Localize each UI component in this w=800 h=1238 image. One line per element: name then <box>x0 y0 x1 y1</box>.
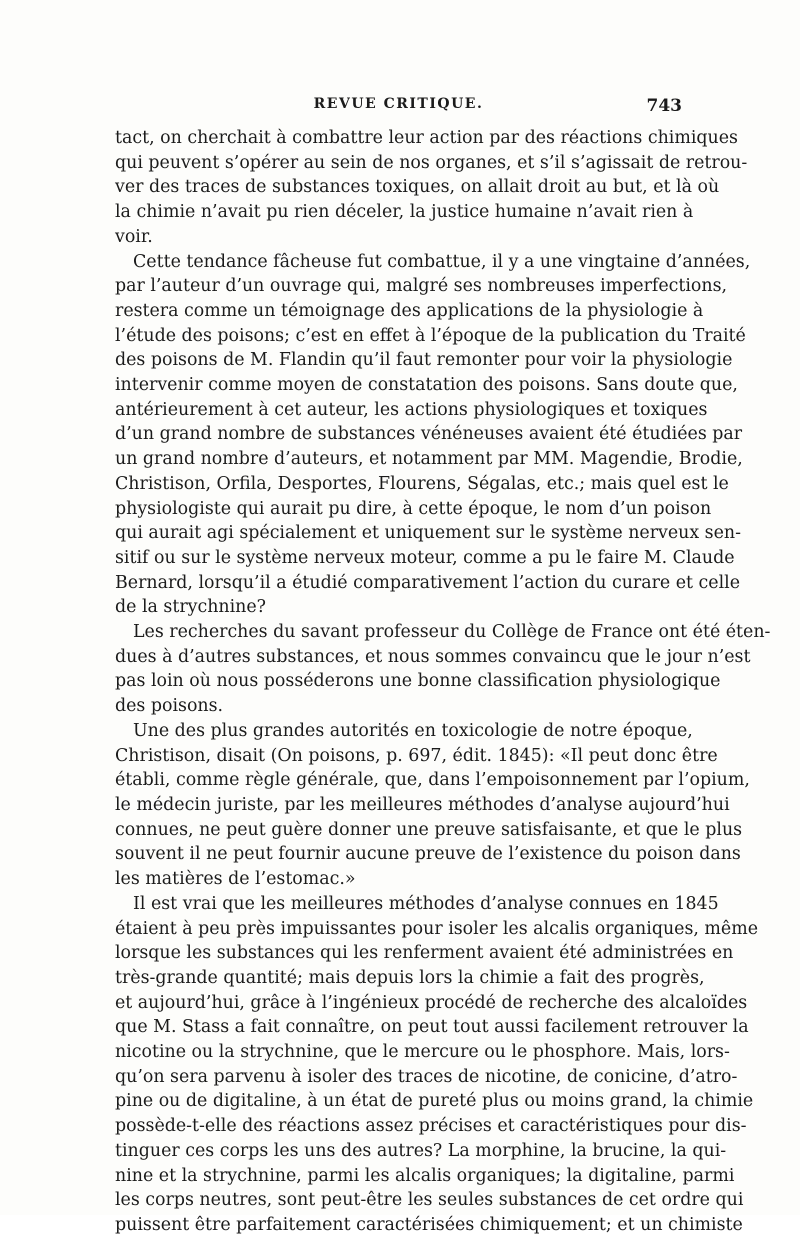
text-line: les corps neutres, sont peut-être les seules substances de cet ordre qui <box>115 1190 744 1211</box>
text-line: le médecin juriste, par les meilleures méthodes d’analyse aujourd’hui <box>115 794 730 815</box>
text-line: et aujourd’hui, grâce à l’ingénieux procédé de recherche des alcaloïdes <box>115 992 748 1013</box>
text-line: Bernard, lorsqu’il a étudié comparativement l’action du curare et celle <box>115 572 740 593</box>
text-line: physiologiste qui aurait pu dire, à cette époque, le nom d’un poison <box>115 498 712 519</box>
text-line: puissent être parfaitement caractérisées chimiquement; et un chimiste <box>115 1214 743 1235</box>
text-line: Cette tendance fâcheuse fut combattue, il y a une vingtaine d’années, <box>133 251 751 272</box>
text-line: voir. <box>115 226 153 247</box>
body-text <box>115 126 771 1238</box>
text-line: Les recherches du savant professeur du Collège de France ont été éten- <box>133 622 771 643</box>
text-line: qui peuvent s’opérer au sein de nos organes, et s’il s’agissait de retrou- <box>115 152 748 173</box>
text-line: qui aurait agi spécialement et uniquement sur le système nerveux sen- <box>115 523 741 544</box>
text-line: restera comme un témoignage des applications de la physiologie à <box>115 300 704 321</box>
text-line: nicotine ou la strychnine, que le mercure ou le phosphore. Mais, lors- <box>115 1042 730 1063</box>
text-line: possède-t-elle des réactions assez précises et caractéristiques pour dis- <box>115 1116 747 1137</box>
text-line: Christison, Orfila, Desportes, Flourens, Ségalas, etc.; mais quel est le <box>115 473 729 494</box>
text-line: d’un grand nombre de substances vénéneuses avaient été étudiées par <box>115 424 743 445</box>
text-line: antérieurement à cet auteur, les actions physiologiques et toxiques <box>115 399 708 420</box>
running-title: REVUE CRITIQUE. <box>313 96 484 112</box>
paragraph <box>115 250 751 621</box>
text-line: établi, comme règle générale, que, dans l’empoisonnement par l’opium, <box>115 770 750 791</box>
text-line: très-grande quantité; mais depuis lors la chimie a fait des progrès, <box>115 967 705 988</box>
text-line: que M. Stass a fait connaître, on peut tout aussi facilement retrouver la <box>115 1017 749 1038</box>
text-line: pine ou de digitaline, à un état de pureté plus ou moins grand, la chimie <box>115 1091 754 1112</box>
text-line: intervenir comme moyen de constatation des poisons. Sans doute que, <box>115 375 738 396</box>
text-line: sitif ou sur le système nerveux moteur, comme a pu le faire M. Claude <box>115 547 735 568</box>
text-line: lorsque les substances qui les renferment avaient été administrées en <box>115 943 734 964</box>
text-line: un grand nombre d’auteurs, et notamment par MM. Magendie, Brodie, <box>115 449 743 470</box>
text-line: tinguer ces corps les uns des autres? La morphine, la brucine, la qui- <box>115 1140 727 1161</box>
text-line: l’étude des poisons; c’est en effet à l’époque de la publication du Traité <box>115 325 746 346</box>
text-line: de la strychnine? <box>115 597 266 618</box>
text-line: Christison, disait (On poisons, p. 697, édit. 1845): «Il peut donc être <box>115 745 718 766</box>
text-line: des poisons. <box>115 696 224 717</box>
text-line: Il est vrai que les meilleures méthodes d’analyse connues en 1845 <box>133 893 719 914</box>
text-line: la chimie n’avait pu rien déceler, la justice humaine n’avait rien à <box>115 202 694 223</box>
paragraph <box>115 719 750 892</box>
paragraph <box>115 126 748 250</box>
paragraph <box>115 620 771 719</box>
text-line: étaient à peu près impuissantes pour isoler les alcalis organiques, même <box>115 918 758 939</box>
text-line: Une des plus grandes autorités en toxicologie de notre époque, <box>133 720 693 741</box>
text-line: souvent il ne peut fournir aucune preuve de l’existence du poison dans <box>115 844 741 865</box>
text-line: par l’auteur d’un ouvrage qui, malgré ses nombreuses imperfections, <box>115 276 728 297</box>
paragraph <box>115 892 758 1238</box>
text-line: des poisons de M. Flandin qu’il faut remonter pour voir la physiologie <box>115 350 733 371</box>
text-line: dues à d’autres substances, et nous sommes convaincu que le jour n’est <box>115 646 751 667</box>
running-header <box>115 96 682 116</box>
text-line: nine et la strychnine, parmi les alcalis organiques; la digitaline, parmi <box>115 1165 735 1186</box>
text-line: ver des traces de substances toxiques, on allait droit au but, et là où <box>115 177 720 198</box>
text-line: qu’on sera parvenu à isoler des traces de nicotine, de conicine, d’atro- <box>115 1066 738 1087</box>
text-line: tact, on cherchait à combattre leur action par des réactions chimiques <box>115 128 738 148</box>
text-line: pas loin où nous posséderons une bonne classification physiologique <box>115 671 721 692</box>
text-line: connues, ne peut guère donner une preuve satisfaisante, et que le plus <box>115 819 743 840</box>
page-number: 743 <box>646 96 682 116</box>
text-line: les matières de l’estomac.» <box>115 869 356 890</box>
